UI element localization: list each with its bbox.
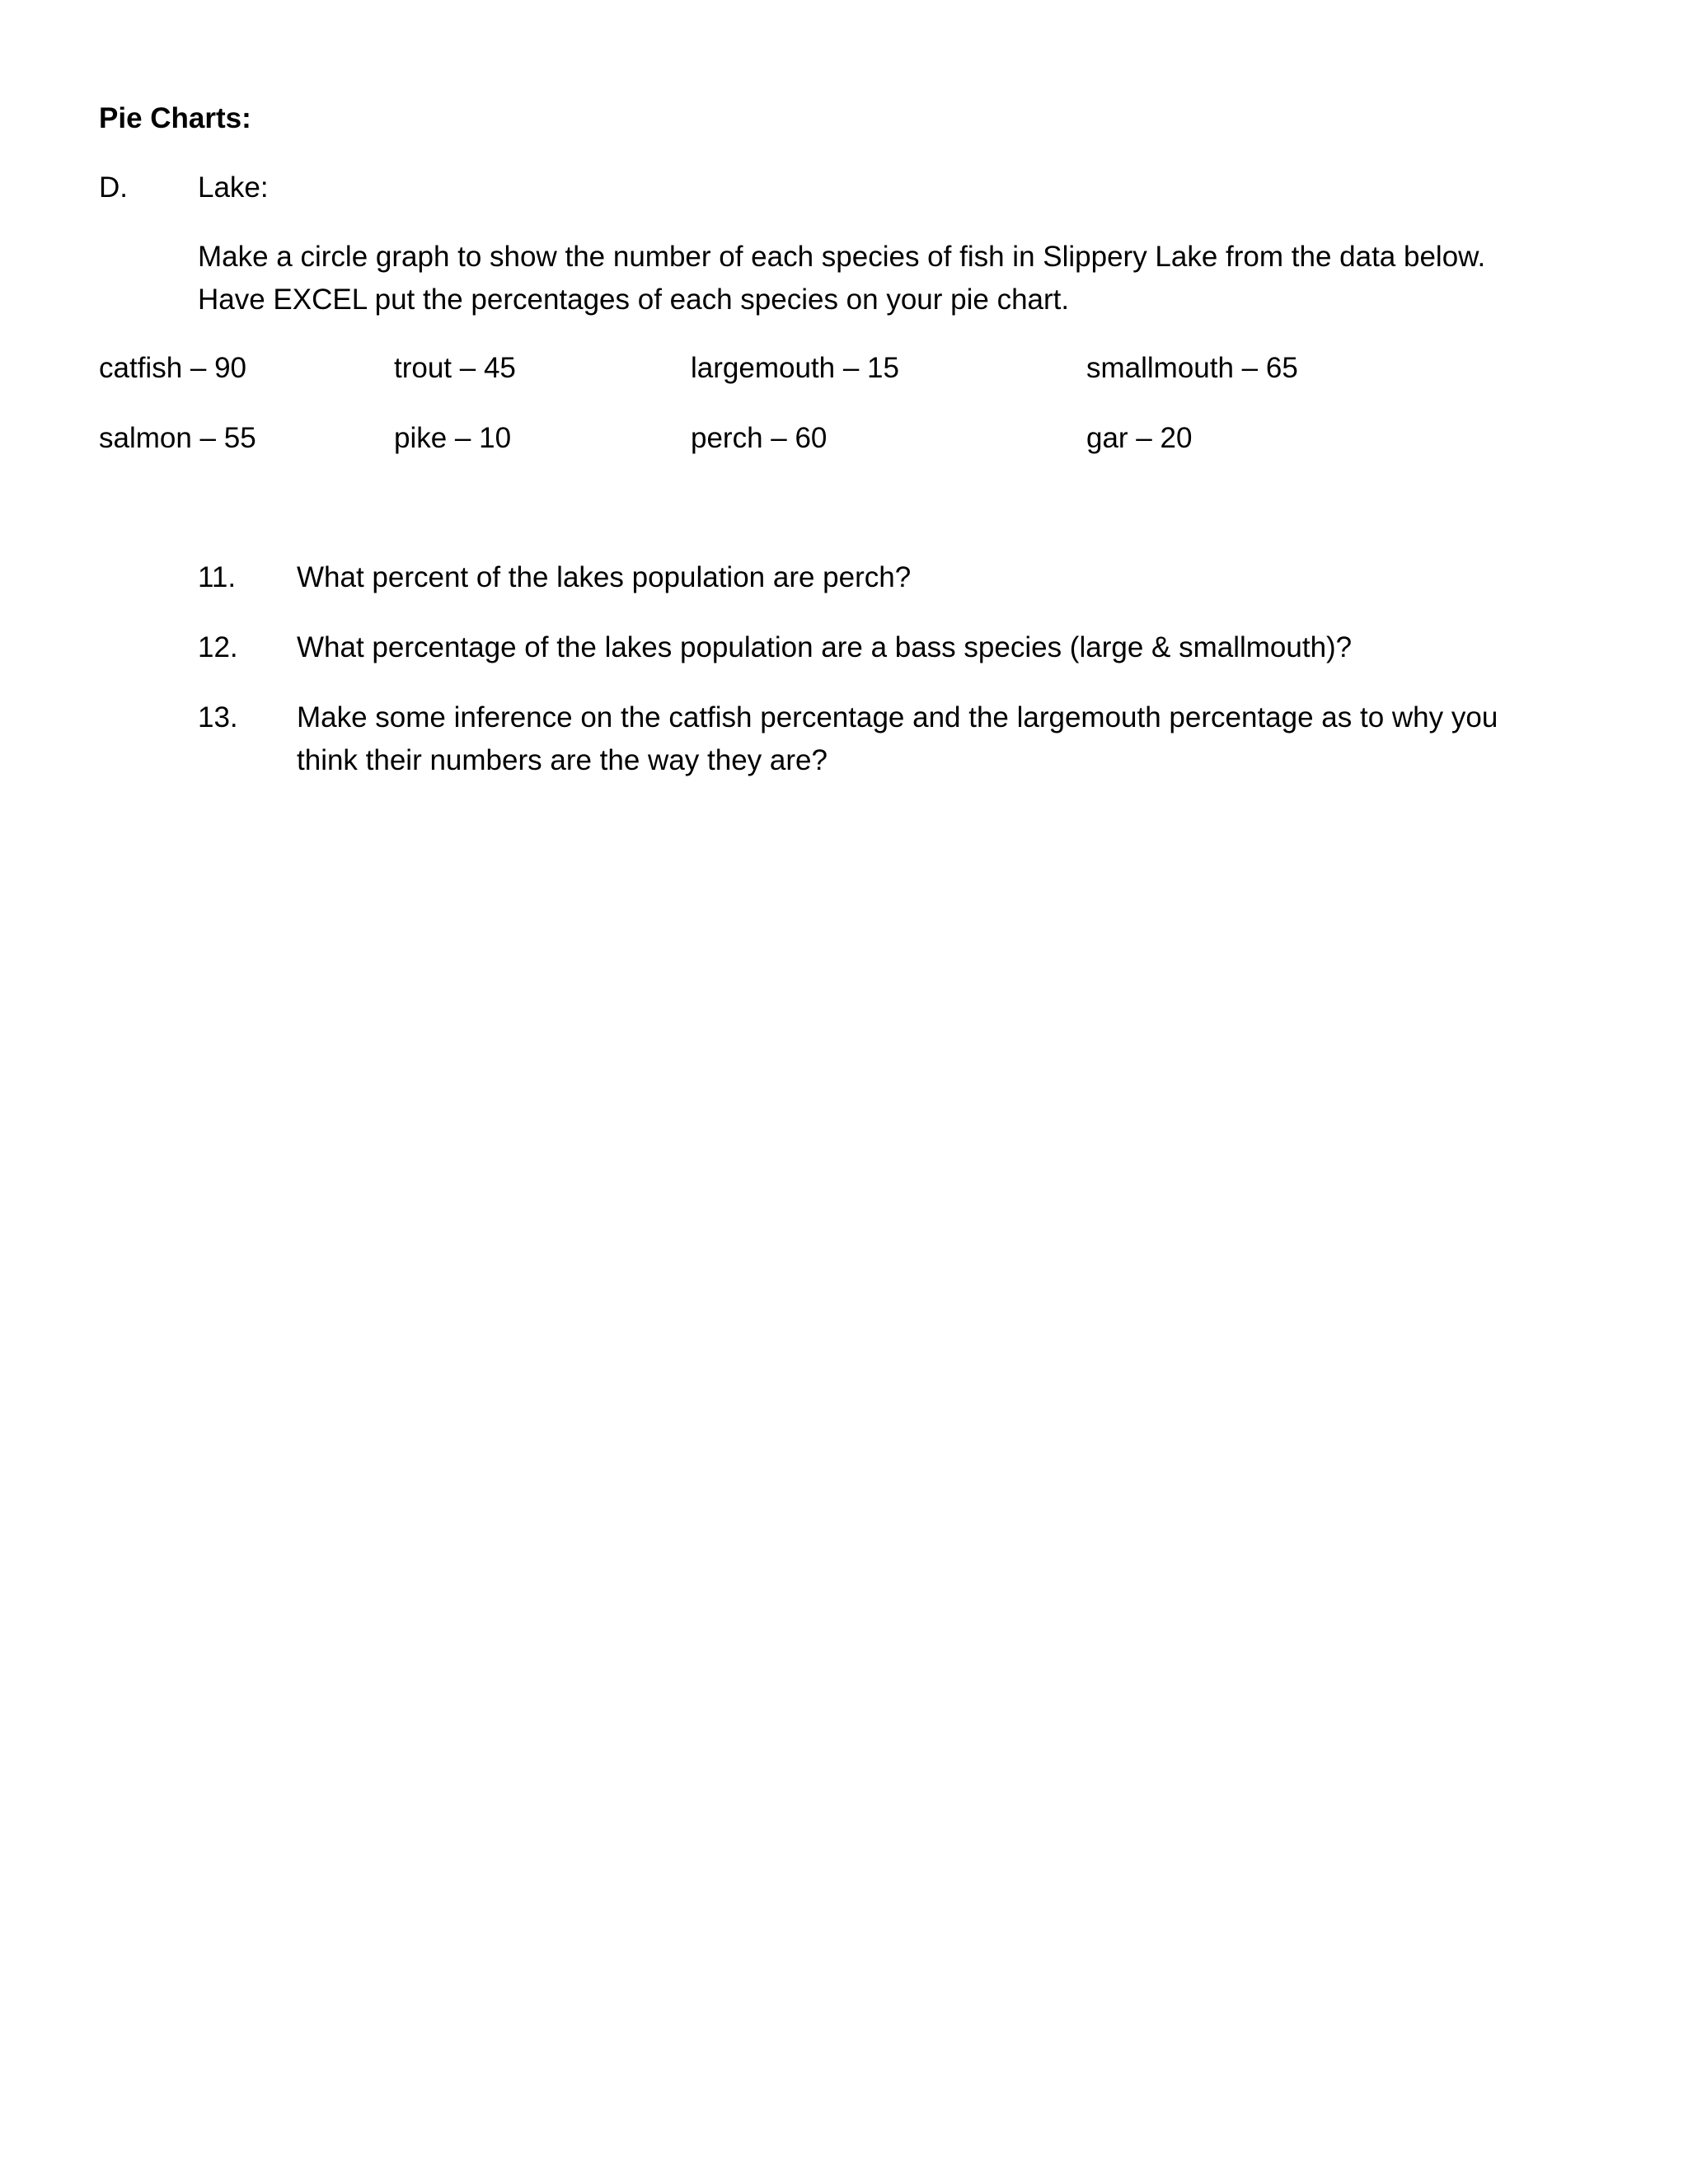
- question-text: Make some inference on the catfish percentage and the largemouth percentage as to why you think their numbers are the way they are?: [297, 701, 1498, 776]
- fish-data-smallmouth: smallmouth – 65: [1086, 352, 1298, 384]
- page-heading: Pie Charts:: [99, 102, 251, 134]
- fish-data-gar: gar – 20: [1086, 422, 1193, 454]
- question-number: 13.: [198, 701, 238, 733]
- question-text: What percent of the lakes population are perch?: [297, 561, 912, 593]
- fish-data-salmon: salmon – 55: [99, 422, 256, 454]
- section-letter: D.: [99, 171, 128, 204]
- section-title: Lake:: [198, 171, 269, 204]
- fish-data-perch: perch – 60: [691, 422, 828, 454]
- fish-data-trout: trout – 45: [394, 352, 516, 384]
- question-text: What percentage of the lakes population are a bass species (large & smallmouth)?: [297, 631, 1353, 663]
- fish-data-catfish: catfish – 90: [99, 352, 246, 384]
- question-number: 12.: [198, 631, 238, 663]
- fish-data-pike: pike – 10: [394, 422, 512, 454]
- fish-data-largemouth: largemouth – 15: [691, 352, 899, 384]
- question-number: 11.: [198, 561, 237, 593]
- instructions-paragraph: Make a circle graph to show the number of each species of fish in Slippery Lake from the data below. Have EXCEL put the percentages of each species on your pie chart.: [198, 241, 1486, 316]
